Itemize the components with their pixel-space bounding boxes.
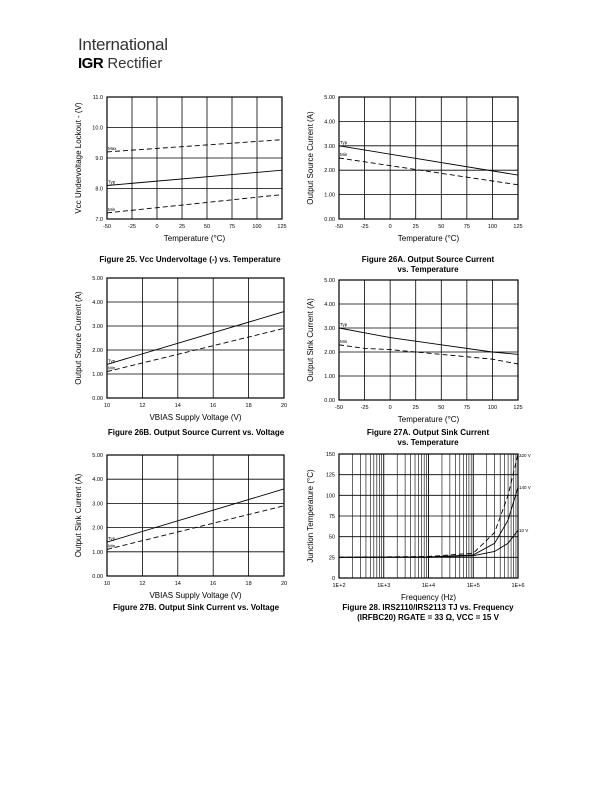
x-tick-label: 1E+6 [511, 583, 525, 589]
y-tick-label: 150 [325, 452, 335, 458]
x-tick-label: 100 [487, 405, 498, 411]
x-tick-label: 0 [388, 405, 392, 411]
y-axis-label: Output Sink Current (A) [74, 473, 83, 558]
caption-line: Figure 27B. Output Sink Current vs. Voltage [112, 603, 280, 612]
series-label: Min [340, 338, 348, 344]
x-tick-label: 20 [280, 403, 288, 409]
y-axis-label: Vcc Undervoltage Lockout - (V) [74, 102, 83, 214]
y-tick-label: 1.00 [92, 549, 103, 556]
plot-frame [107, 97, 282, 219]
chart-fig27b [74, 453, 287, 612]
y-tick-label: 2.00 [92, 525, 103, 532]
y-axis-label: Output Sink Current (A) [306, 298, 315, 382]
series-line-typ [107, 489, 284, 542]
y-tick-label: 2.00 [324, 168, 335, 175]
series-line-typ [107, 170, 282, 185]
x-tick-label: 20 [280, 581, 288, 587]
y-tick-label: 4.00 [92, 300, 103, 306]
brand-rectifier: Rectifier [107, 55, 163, 72]
chart-fig28 [306, 452, 531, 622]
x-tick-label: 50 [438, 224, 445, 230]
y-tick-label: 3.00 [324, 143, 335, 150]
x-tick-label: 125 [513, 405, 523, 411]
x-tick-label: 14 [174, 403, 181, 409]
series-label: Typ [340, 139, 348, 145]
brand-name: International [78, 35, 168, 54]
x-tick-label: 14 [174, 581, 181, 587]
x-tick-label: -50 [335, 405, 343, 411]
x-tick-label: 25 [178, 224, 186, 230]
x-axis-label: VBIAS Supply Voltage (V) [149, 413, 242, 422]
y-tick-label: 0.00 [324, 217, 335, 223]
series-line-320-v [339, 454, 518, 557]
x-tick-label: 10 [103, 581, 111, 587]
x-tick-label: 16 [210, 403, 217, 409]
series-label: Typ [108, 179, 116, 185]
caption-line: Figure 26B. Output Source Current vs. Voltage [107, 428, 285, 437]
x-tick-label: 12 [139, 403, 146, 409]
y-tick-label: 50 [328, 534, 335, 541]
x-tick-label: -50 [103, 224, 111, 230]
figure-caption [362, 255, 495, 274]
x-tick-label: 1E+5 [466, 583, 480, 589]
x-tick-label: 12 [139, 581, 146, 587]
caption-line: Figure 26A. Output Source Current [361, 255, 495, 264]
y-tick-label: 3.00 [92, 501, 103, 508]
caption-line: (IRFBC20) RGATE = 33 Ω, VCC = 15 V [357, 613, 499, 622]
x-axis-label: Temperature (°C) [163, 234, 226, 243]
y-tick-label: 1.00 [92, 372, 103, 378]
plot-frame [339, 280, 518, 400]
caption-line: vs. Temperature [397, 265, 459, 274]
x-tick-label: 75 [463, 224, 470, 230]
x-tick-label: 16 [210, 581, 217, 587]
y-tick-label: 11.0 [92, 95, 103, 101]
x-tick-label: -50 [335, 224, 343, 230]
y-tick-label: 5.00 [92, 453, 103, 459]
y-tick-label: 8.0 [95, 186, 103, 193]
series-line-typ [339, 328, 518, 354]
y-tick-label: 10.0 [92, 125, 103, 132]
y-tick-label: 4.00 [324, 302, 335, 308]
figure-caption [367, 428, 490, 447]
y-tick-label: 3.00 [92, 324, 103, 330]
series-label: 320 V [519, 453, 531, 458]
y-tick-label: 3.00 [324, 326, 335, 332]
y-tick-label: 5.00 [92, 276, 103, 282]
x-tick-label: 0 [155, 224, 159, 230]
series-label: Min [108, 543, 116, 549]
y-axis-label: Junction Temperature (°C) [306, 469, 315, 563]
x-tick-label: 1E+3 [377, 583, 391, 589]
y-axis-label: Output Source Current (A) [306, 111, 315, 205]
figure-caption [108, 428, 285, 437]
figure-caption [342, 603, 514, 622]
y-tick-label: 5.00 [324, 278, 335, 284]
series-label: Min [340, 152, 348, 157]
chart-fig26a [306, 95, 523, 274]
caption-line: Figure 25. Vcc Undervoltage (-) vs. Temperature [99, 255, 281, 264]
x-tick-label: 100 [252, 224, 262, 230]
series-line-typ [107, 312, 284, 365]
series-line-min [339, 158, 518, 185]
x-tick-label: 100 [487, 224, 498, 230]
series-line-min [107, 328, 284, 371]
y-tick-label: 100 [325, 493, 335, 500]
chart-fig25 [74, 95, 287, 264]
y-tick-label: 0.00 [92, 396, 103, 402]
y-axis-label: Output Source Current (A) [74, 291, 83, 385]
y-tick-label: 1.00 [324, 192, 335, 199]
x-tick-label: 18 [245, 581, 252, 587]
caption-line: Figure 27A. Output Sink Current [366, 428, 490, 437]
brand-subline [78, 56, 168, 72]
series-line-min [107, 506, 284, 550]
x-tick-label: 75 [228, 224, 236, 230]
plot-frame [107, 455, 284, 576]
series-label: 10 V [519, 528, 529, 534]
x-tick-label: 1E+2 [332, 583, 346, 589]
series-line-typ [339, 146, 518, 175]
x-tick-label: -25 [360, 224, 369, 230]
chart-fig26b [74, 276, 287, 437]
x-tick-label: 25 [412, 224, 419, 230]
series-line-10-v [339, 530, 518, 557]
brand-logo-mark: IGR [78, 55, 104, 72]
series-label: Min [108, 206, 116, 212]
series-label: Typ [108, 358, 116, 364]
y-tick-label: 9.0 [95, 156, 103, 162]
series-label: Max [108, 145, 117, 151]
x-tick-label: -25 [128, 224, 136, 230]
series-line-max [107, 140, 282, 152]
y-tick-label: 2.00 [92, 348, 103, 354]
y-tick-label: 25 [328, 555, 335, 562]
plot-frame [339, 454, 518, 578]
y-tick-label: 2.00 [324, 350, 335, 356]
y-tick-label: 75 [328, 514, 335, 520]
y-tick-label: 4.00 [324, 119, 335, 126]
series-line-min [339, 345, 518, 364]
series-line-140-v [339, 487, 518, 557]
x-tick-label: 1E+4 [422, 583, 435, 589]
y-tick-label: 4.00 [92, 477, 103, 484]
figure-caption [113, 603, 280, 612]
y-tick-label: 0.00 [324, 398, 335, 404]
plot-frame [107, 278, 284, 398]
x-tick-label: 10 [103, 403, 111, 409]
x-tick-label: 18 [245, 403, 252, 409]
y-tick-label: 125 [325, 472, 335, 479]
x-tick-label: 50 [203, 224, 211, 230]
series-label: 140 V [519, 485, 531, 491]
y-tick-label: 5.00 [324, 95, 335, 101]
y-tick-label: 0 [331, 576, 335, 582]
chart-fig27a [306, 278, 523, 447]
x-tick-label: -25 [360, 405, 369, 411]
series-line-min [107, 195, 282, 213]
series-label: Typ [108, 536, 116, 542]
x-axis-label: Temperature (°C) [397, 415, 460, 424]
caption-line: Figure 28. IRS2110/IRS2113 TJ vs. Frequency [342, 603, 514, 612]
plot-frame [339, 97, 518, 219]
y-tick-label: 1.00 [324, 374, 335, 380]
x-tick-label: 50 [438, 405, 445, 411]
figure-caption [99, 255, 281, 264]
x-tick-label: 125 [277, 224, 287, 230]
x-axis-label: Frequency (Hz) [400, 593, 457, 602]
x-axis-label: VBIAS Supply Voltage (V) [149, 591, 242, 600]
caption-line: vs. Temperature [397, 438, 459, 447]
series-label: Typ [340, 322, 348, 327]
y-tick-label: 0.00 [92, 574, 103, 580]
x-tick-label: 75 [463, 405, 470, 411]
x-tick-label: 25 [412, 405, 419, 411]
x-axis-label: Temperature (°C) [397, 234, 460, 243]
x-tick-label: 125 [513, 224, 523, 230]
company-logo [78, 36, 168, 72]
x-tick-label: 0 [388, 224, 392, 230]
y-tick-label: 7.0 [95, 217, 103, 223]
series-label: Min [108, 365, 116, 371]
